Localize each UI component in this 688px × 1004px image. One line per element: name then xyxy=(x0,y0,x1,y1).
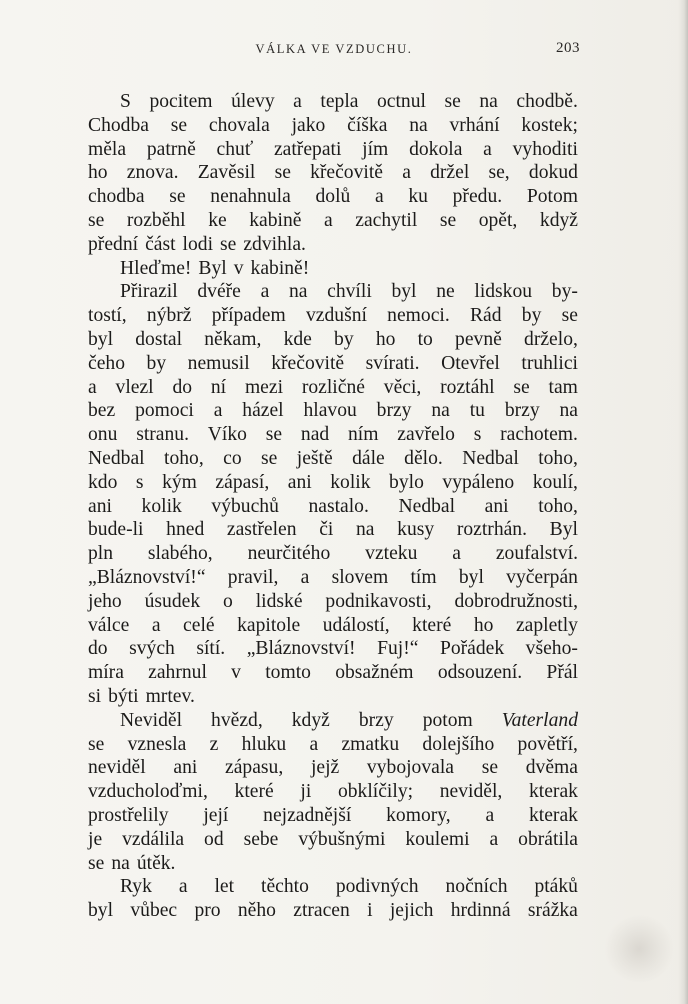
text-line: Chodba se chovala jako číška na vrhání kostek; xyxy=(88,114,578,136)
text-line: pln slabého, neurčitého vzteku a zoufalství. xyxy=(88,543,578,565)
text-line: přední část lodi se zdvihla. xyxy=(88,233,306,255)
text-line: a vlezl do ní mezi rozličné věci, roztáhl se tam xyxy=(88,376,578,398)
text-line: míra zahrnul v tomto obsažném odsouzení. Přál xyxy=(88,662,578,684)
body-text xyxy=(88,90,578,923)
text-line: „Bláznovství!“ pravil, a slovem tím byl vyčerpán xyxy=(88,566,578,588)
text-line: kdo s kým zápasí, ani kolik bylo vypáleno koulí, xyxy=(88,471,578,493)
text-line: vzducholoďmi, které ji obklíčily; neviděl, kterak xyxy=(88,781,578,803)
text-line: bude-li hned zastřelen či na kusy roztrhán. Byl xyxy=(88,519,578,541)
text-line: se na útěk. xyxy=(88,852,176,874)
text-line: se vznesla z hluku a zmatku dolejšího povětří, xyxy=(88,733,578,755)
text-line: Přirazil dvéře a na chvíli byl ne lidskou by- xyxy=(120,281,578,303)
page-edge-shadow xyxy=(678,0,688,1004)
text-line: jeho úsudek o lidské podnikavosti, dobrodružnosti, xyxy=(88,590,578,612)
text-line: ho znova. Zavěsil se křečovitě a držel se, dokud xyxy=(88,162,578,184)
text-line: do svých sítí. „Bláznovství! Fuj!“ Pořádek všeho- xyxy=(88,638,578,660)
text-line: S pocitem úlevy a tepla octnul se na chodbě. xyxy=(120,91,578,112)
text-line: bez pomoci a házel hlavou brzy na tu brzy na xyxy=(88,400,578,422)
text-line: byl dostal někam, kde by ho to pevně drželo, xyxy=(88,328,578,350)
text-line: Neviděl hvězd, když brzy potom Vaterland xyxy=(120,709,578,731)
text-line: tostí, nýbrž případem vzdušní nemoci. Rád by se xyxy=(88,305,578,327)
text-line: se rozběhl ke kabině a zachytil se opět, když xyxy=(88,209,578,231)
text-line: Ryk a let těchto podivných nočních ptáků xyxy=(120,876,578,898)
text-line: chodba se nenahnula dolů a ku předu. Potom xyxy=(88,186,578,208)
text-line: Hleďme! Byl v kabině! xyxy=(120,257,310,279)
text-line: byl vůbec pro něho ztracen i jejich hrdinná srážka xyxy=(88,900,578,922)
text-line: čeho by nemusil křečovitě svírati. Otevřel truhlici xyxy=(88,352,578,374)
text-line: ani kolik výbuchů nastalo. Nedbal ani toho, xyxy=(88,495,578,517)
text-line: je vzdálila od sebe výbušnými koulemi a obrátila xyxy=(88,828,578,850)
text-line: válce a celé kapitole událostí, které ho zapletly xyxy=(88,614,578,636)
text-line: prostřelily její nejzadnější komory, a kterak xyxy=(88,804,578,826)
text-line: Nedbal toho, co se ještě dále dělo. Nedbal toho, xyxy=(88,447,578,469)
paper-stain xyxy=(604,914,674,984)
text-line: neviděl ani zápasu, jejž vybojovala se dvěma xyxy=(88,757,578,779)
page-header xyxy=(90,40,578,60)
text-line: onu stranu. Víko se nad ním zavřelo s rachotem. xyxy=(88,424,578,446)
text-line: si býti mrtev. xyxy=(88,685,195,707)
text-line: měla patrně chuť zatřepati jím dokola a vyhoditi xyxy=(88,138,578,160)
page-number: 203 xyxy=(556,40,580,56)
running-title: VÁLKA VE VZDUCHU. xyxy=(255,42,413,56)
